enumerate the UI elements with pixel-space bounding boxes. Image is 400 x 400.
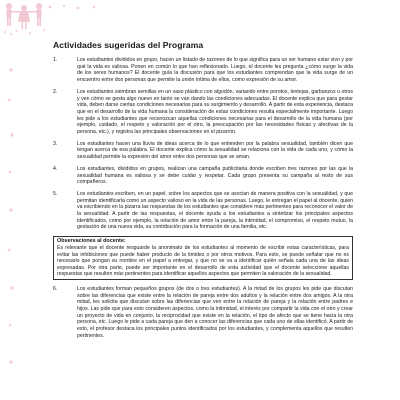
page-title: Actividades sugeridas del Programa	[53, 40, 204, 50]
activity-item-5	[53, 191, 353, 231]
teacher-observation-box	[53, 236, 353, 280]
activity-number: 1.	[53, 57, 58, 63]
activity-number: 4.	[53, 165, 58, 172]
activity-number: 5.	[53, 190, 58, 197]
decorative-dots-top	[44, 4, 400, 10]
activity-item-1	[53, 57, 353, 84]
activity-number: 6.	[53, 285, 58, 292]
activity-text: Los estudiantes escriben, en un papel, sobre los aspectos que se asocian de manera positiva con la sexualidad, y que permitan identificarla como un aspecto valioso en la vida de las personas. Luego, le entregan el papel al docente, quien va escribiendo en la pizarra las respuestas de los estudiantes que considere más pertinentes para reconocer el valor de la sexualidad. A partir de las respuestas, el docente ayuda a los estudiantes a sintetizar los principales aspectos identificados, como por ejemplo, la relación de amor entre la pareja, la intimidad, el compromiso, el respeto mutuo, la gestación de una nueva vida, su contribución para la formación de una familia, etc.	[77, 190, 353, 231]
children-illustration-icon	[0, 0, 50, 38]
activities-content	[53, 57, 353, 345]
activity-text: Los estudiantes hacen una lluvia de ideas acerca de lo que entienden por la palabra sexualidad, también dicen que tengan acerca de esa palabra. El docente explica cómo la sexualidad se relaciona con la vida de cada uno, y cómo la sexualidad permite la expresión del amor entre dos personas que se aman.	[77, 140, 353, 161]
activity-text: Los estudiantes divididos en grupo, hacen un listado de razones de lo que significa para un ser humano estar vivo y por qué la vida es valiosa. Ponen en común lo que han reflexionado. Luego, el docente les pregunta ¿cómo surge la vida de los seres humanos? El docente guía la discusión para que los estudiantes comprendan que la vida surge de un encuentro entre dos personas que permite la unión íntima de ellos, como expresión de su amor.	[77, 57, 353, 84]
activity-text: Los estudiantes forman pequeños grupos (de dos o tres estudiantes). A la mitad de los grupos les pide que discutan sobre las diferencias que existe entre la relación de pareja entre dos adultos y la relación entre dos amigos. A la otra mitad, les solicita que discutan sobre las diferencias que ven entre la relación de pareja y la relación entre padres e hijos. Las pide que para esto consideren aspectos, como la intimidad, el interés por compartir la vida con el otro y crear un proyecto de vida en conjunto, la reciprocidad que existe en la relación, el tipo de afecto que se tiene hacia la otra persona, etc. Luego le pide a cada pareja que den a conocer las diferencias que cada uno de ellas identificó. A partir de esto, el profesor destaca los principales puntos identificados por los estudiantes, y complementa aquellos que resulten pertinentes.	[77, 285, 353, 339]
observation-text: Es relevante que el docente resguarde la anonimato de los estudiantes al momento de escribir estas características, para evitar las inhibiciones que puede haber producto de la timidez o por otros motivos. Para esto, se puede señalar que no es necesario que pongan su nombre en el papel a entregar, y que no se va a identificar quién señala cada una de las ideas expresadas. Por otra parte, puede ser importante en el desarrollo de esta actividad que el docente seleccione aquellas respuestas que resulten más pertinentes para identificar aquellos aspectos que permiten la valoración de la sexualidad.	[57, 244, 349, 278]
activity-item-3	[53, 141, 353, 161]
activity-number: 2.	[53, 88, 58, 95]
activity-number: 3.	[53, 140, 58, 147]
activity-item-2	[53, 89, 353, 136]
decorative-dots-left	[4, 60, 18, 400]
activity-list	[53, 57, 353, 231]
activity-item-4	[53, 166, 353, 186]
activity-list-continued	[53, 286, 353, 340]
observation-title: Observaciones al docente:	[57, 238, 126, 245]
activity-text: Los estudiantes siembran semillas en un vaso plástico con algodón, variando entre porotos, lentejas, garbanzos u otros y ven cómo se gesta algo nuevo en tanto se van dando las condiciones adecuadas. El docente explica que para gestar vida, deben darse ciertas condiciones necesarias para su surgimiento y desarrollo. A partir de esta experiencia, destaca que en el desarrollo de la vida humana la consideración de estas condiciones resulta especialmente importante. Luego les pide a los estudiantes que reconozcan aquellas condiciones necesarias para el desarrollo de la vida humana (por ejemplo, cuidado, el respeto y valoración por el otro, la preocupación por las necesidades físicas y afectivas de la persona, etc.), y registra las principales observaciones en el pizarrón.	[77, 88, 353, 136]
activity-text: Los estudiantes, divididos en grupos, realizan una campaña publicitaria donde escriben tres razones por las que la sexualidad humana es valiosa y se debe cuidar y respetar. Cada grupo presenta su campaña al resto de sus compañeros.	[77, 165, 353, 186]
activity-item-6	[53, 286, 353, 340]
